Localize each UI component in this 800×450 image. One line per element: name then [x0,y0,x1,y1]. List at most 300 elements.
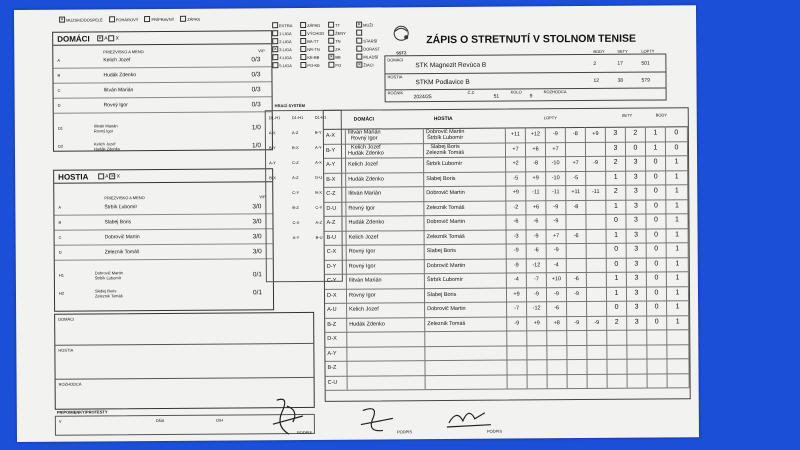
checkbox-icon [109,16,115,22]
checkbox-icon [328,30,334,36]
sets-away: 3 [626,170,646,185]
home-player [348,375,426,390]
set-4 [567,301,587,316]
league-check-label: 2.LIGA [279,38,292,44]
player-code: D [58,249,62,255]
row-line [55,228,273,231]
hostia-score: 38 [617,77,624,84]
set-5 [587,286,607,301]
rocnik-label: ROČNÍK [387,90,404,96]
checkbox-icon [328,22,334,28]
set-5 [586,141,606,156]
league-check-10 [328,38,356,44]
league-check-13 [300,46,328,52]
checkbox-icon [272,30,278,36]
sig-label-3: PODPIS [486,428,503,434]
sets-home: 1 [607,286,627,301]
player-name: Štrbík Ľubomír [104,204,138,211]
set-5 [587,330,607,345]
sets-away: 3 [627,315,647,330]
player-name: Dobrovič Martin [104,234,140,241]
top-check-label: MUZSKE/DOSPELÉ [66,16,103,23]
away-player: Dobrovič Martin [424,186,506,201]
player-name: Rovný Igor [103,102,128,109]
th-domaci: DOMÁCI [353,116,375,123]
checkbox-icon [300,62,306,68]
system-code: C-Y [315,204,323,210]
body-away: 1 [666,199,688,214]
home-player: Kelich Jozef Hudák Zdenko [346,143,424,158]
home-player: Ilitván Marián [346,186,424,201]
logo-text: SSTZ [396,50,407,56]
system-code: A-Y [314,144,322,150]
set-2: -11 [526,185,546,200]
league-check-3 [356,21,384,27]
league-check-label: 1.LIGA [279,30,292,36]
sys-code: C-Y [325,274,347,289]
player-vp: 3/0 [252,203,262,211]
league-check-label: MUŽI [363,21,373,28]
system-code: B-U [315,234,323,240]
set-1: -7 [507,301,527,316]
sets-away: 3 [627,243,647,258]
league-check-22 [328,62,356,68]
league-check-label: VÝCHOD [307,30,325,36]
set-1 [508,374,528,389]
body-home [647,358,667,373]
sets-away: 3 [626,214,646,229]
sets-home: 0 [607,257,627,272]
league-check-label: NR-TN [307,46,320,52]
sys-code: C-Z [324,187,346,202]
body-home: 0 [647,257,667,272]
sets-home: 1 [607,228,627,243]
set-4: +11 [566,185,586,200]
system-code: A-X [268,130,276,136]
th-lopty: LOPTY [543,115,557,121]
sys-code: A-Z [324,216,346,231]
player-vp: 0/3 [251,101,261,109]
sets-home: 3 [606,127,626,142]
league-check-18 [328,54,356,60]
row-line [53,66,271,69]
set-1 [507,345,527,360]
league-check-label: 4.LIGA [279,54,292,60]
sys-code: D-X [325,288,347,303]
doubles-vp: 0/1 [252,289,263,297]
sets-away: 3 [627,301,647,316]
league-check-4 [272,30,300,36]
set-5: -11 [586,185,606,200]
set-1: -5 [506,171,526,186]
doubles-code: D2 [57,143,64,149]
set-3: -6 [547,301,567,316]
home-player: Rovný Igor [347,288,425,303]
body-home: 1 [646,126,666,141]
league-check-21 [300,62,328,68]
system-code: B-Z [292,205,299,211]
set-1: -9 [507,243,527,258]
player-code: A [58,204,62,210]
signature-lines [277,428,577,436]
checkbox-icon [356,22,362,28]
hostia-team: STKM Podlavice B [415,78,470,87]
body-home [648,373,668,388]
body-home: 0 [647,242,667,257]
checkbox-icon [300,46,306,52]
player-name: Ilitván Marián [103,87,134,94]
sets-away: 3 [626,156,646,171]
checkbox-icon [300,22,306,28]
body-home: 0 [647,286,667,301]
league-check-label: 3.LIGA [279,46,292,52]
body-home: 0 [646,184,666,199]
set-1: +7 [506,142,526,157]
body-away: 1 [666,170,688,185]
sys-code: B-Z [325,317,347,332]
player-vp: 3/0 [252,218,262,226]
score-header: LOPTY [641,48,655,54]
sys-code: D-Y [325,259,347,274]
set-4: +7 [566,156,586,171]
league-check-label: DORAST [363,45,380,52]
col-header: PRIEZVISKO A MENO [104,195,145,201]
remarks-rozhodca-label: ROZHODCA [58,381,82,387]
sets-home: 2 [606,185,626,200]
sets-away [627,359,647,374]
sets-away: 3 [627,257,647,272]
set-5 [587,228,607,243]
body-home [647,344,667,359]
league-check-label: ZA [335,46,341,52]
body-home: 0 [647,271,667,286]
hostia-score: 579 [641,77,650,84]
player-vp: 0/3 [251,56,261,64]
league-check-16 [272,54,300,60]
checkbox-icon [59,17,65,23]
player-vp: 0/3 [251,86,261,94]
sets-away: 2 [626,127,646,142]
sys-code: C-U [326,375,348,390]
system-code: B-X [315,189,322,195]
body-away: 1 [667,228,689,243]
domaci-score: 17 [617,60,623,67]
checkbox-icon [356,62,362,68]
body-home: 0 [646,155,666,170]
body-away [667,329,689,344]
away-player [426,374,508,389]
system-code: A-Z [292,175,299,181]
remarks-hostia-label: HOSTIA [58,347,74,353]
body-away [667,358,689,373]
set-1: -2 [506,200,526,215]
set-2: -12 [527,301,547,316]
set-1: -4 [507,272,527,287]
th-body: BODY [655,112,668,118]
sys-code: D-U [324,201,346,216]
system-code: D1-H1 [268,115,281,121]
set-3: -9 [547,287,567,302]
sig-label-2: PODPIS [396,429,413,435]
away-player: Zeleznik Tomáš [425,229,507,244]
away-player: Dobrovič Martin [425,258,507,273]
league-check-2 [328,22,356,28]
sys-code: B-Z [325,361,347,376]
doubles-names: Ilitván Marián Rovný Igor [93,123,118,134]
checkbox-icon [356,46,362,52]
domaci-score: 2 [593,60,597,67]
player-code: C [58,234,62,240]
set-4: -6 [567,229,587,244]
top-check-2 [144,16,174,22]
row-line [54,111,272,114]
set-1 [507,359,527,374]
signature-away-icon [445,403,495,431]
set-1: +11 [506,127,526,142]
th-hostia: HOSTIA [433,115,453,123]
set-1: -9 [507,316,527,331]
set-3: -10 [546,171,566,186]
away-player: Slabej Boris [424,171,506,186]
body-away: 1 [666,184,688,199]
checkbox-icon [300,38,306,44]
body-away: 1 [666,213,688,228]
doubles-vp: 1/0 [251,124,261,132]
system-code: D1-H1 [314,114,327,120]
set-1: -9 [507,258,527,273]
checkbox-icon [356,54,362,60]
set-5: +9 [586,127,606,142]
home-player [347,360,425,375]
sets-home: 1 [607,272,627,287]
league-check-12 [272,46,300,52]
score-sheet [14,5,699,442]
player-code: C [57,87,61,93]
away-player: Dobrovič Martin [425,302,507,317]
set-3 [547,359,567,374]
sstz-logo-icon [389,23,413,56]
kolo: 9 [529,93,533,100]
league-check-label: BA-TT [307,38,319,44]
sets-home: 0 [606,214,626,229]
system-code: A-Z [315,219,322,225]
body-home: 0 [647,300,667,315]
set-3: -10 [546,156,566,171]
body-home: 0 [646,213,666,228]
league-check-19 [356,53,384,59]
kolo-label: KOLO [510,89,522,95]
set-3: -9 [546,200,566,215]
home-player [347,331,425,346]
set-2: -6 [527,243,547,258]
league-check-label: BB [335,54,341,60]
set-2: -8 [526,156,546,171]
top-check-label: PRÍPRAVNÝ [151,16,175,22]
player-vp: 3/0 [252,248,262,256]
doubles-code: H2 [58,290,65,296]
league-check-label: TN [335,38,341,44]
away-player: Slabej Boris [425,244,507,259]
domaci-team: STK Magnezit Revúca B [415,61,487,70]
field-dna: DŇA [155,417,165,424]
hostia-label: HOSTIA [387,74,403,80]
col-header: PRIEZVISKO A MENO [103,49,144,55]
home-player: Hudák Zdenko [346,172,424,187]
set-5 [587,272,607,287]
body-home: 1 [646,141,666,156]
league-check-label: ŽIACI [363,61,374,68]
set-5 [586,170,606,185]
body-away: 1 [667,257,689,272]
checkbox-icon [328,62,334,68]
system-code: A-Z [291,130,299,136]
player-name: Kelich Jozef [103,57,131,64]
checkbox-icon [272,46,278,52]
set-4 [566,214,586,229]
away-player [425,360,507,375]
home-player: Hudák Zdenko [347,317,425,332]
system-code: D-U [315,174,323,180]
row-line [55,243,273,246]
player-vp: 0/3 [251,71,261,79]
league-check-label: EXTRA [279,22,293,28]
set-3: -9 [546,214,566,229]
set-1: +9 [507,287,527,302]
set-5 [587,257,607,272]
body-away: 1 [667,271,689,286]
away-player: Zeleznik Tomáš [424,200,506,215]
system-code: A-X [315,159,322,165]
set-1: +9 [506,185,526,200]
doubles-names: Slabej Boris Zeleznik Tomáš [94,288,123,299]
system-code: B-Y [314,129,322,135]
top-check-label: POHÁROVÝ [115,16,139,22]
system-code: A-Y [269,160,276,166]
set-5 [586,214,606,229]
domaci-score: 501 [641,60,650,67]
league-check-label: KE-BB [307,54,320,60]
domaci-box-title: DOMÁCI [57,34,90,44]
player-name: Slabej Boris [104,219,132,226]
sets-away: 3 [626,199,646,214]
domaci-ab: ✕ A X [97,35,119,41]
league-check-5 [300,30,328,36]
set-2: +9 [527,316,547,331]
vp-header: V/P [259,194,266,200]
sys-code: B-X [324,172,346,187]
checkbox-icon [272,22,278,28]
set-4 [568,374,588,389]
set-2 [527,345,547,360]
set-5 [587,243,607,258]
sets-home [607,330,627,345]
body-home: 0 [646,170,666,185]
sets-home: 1 [606,170,626,185]
body-home: 0 [646,199,666,214]
set-5 [588,373,608,388]
set-5: -9 [587,315,607,330]
sets-home: 3 [606,141,626,156]
checkbox-icon [328,54,334,60]
checkbox-icon [328,46,334,52]
set-2: +6 [526,142,546,157]
player-name: Hudák Zdenko [103,72,137,79]
set-4: -9 [567,316,587,331]
set-2: -9 [527,229,547,244]
hostia-box [53,168,274,312]
league-check-7 [356,29,384,35]
row-line [54,213,272,216]
checkbox-icon [328,38,334,44]
league-check-label: MLADŠÍ [363,53,379,60]
page-title: ZÁPIS O STRETNUTÍ V STOLNOM TENISE [426,32,637,47]
top-check-1 [109,16,139,22]
set-1: -3 [507,229,527,244]
home-player: Kelich Jozef [346,157,424,172]
sets-away: 3 [627,286,647,301]
sets-home: 2 [606,156,626,171]
vp-header: V/P [258,48,265,54]
sys-code: B-Y [324,143,346,158]
set-2 [527,359,547,374]
set-4: -5 [566,171,586,186]
sets-away: 3 [627,228,647,243]
league-check-label: TT [335,22,341,28]
top-checks [59,16,200,23]
top-check-label: ZÁPAS [187,16,201,22]
score-header: BODY [593,48,605,54]
set-4: -6 [567,272,587,287]
body-away: 1 [667,315,689,330]
set-1 [507,330,527,345]
checkbox-icon [272,54,278,60]
set-3 [547,330,567,345]
checkbox-icon [144,16,150,22]
body-away: 1 [667,242,689,257]
set-3: -11 [546,185,566,200]
set-4 [567,258,587,273]
sys-code: A-X [324,129,346,144]
player-name: Zeleznik Tomáš [104,249,140,256]
set-5 [587,344,607,359]
sets-home [607,344,627,359]
set-3: -4 [547,258,567,273]
league-check-0 [272,22,300,28]
system-code: C-Z [292,160,299,166]
player-vp: 3/0 [252,233,262,241]
remarks-domaci-label: DOMÁCI [58,316,75,322]
system-code: D1-H1 [291,114,304,121]
hostia-ab: A ✕X [98,173,120,179]
th-sety: SETY [621,112,633,118]
sets-away: 3 [626,185,646,200]
set-4 [567,359,587,374]
away-player [425,331,507,346]
hraci-system-label: HRACÍ SYSTÉM [274,102,305,109]
body-home: 0 [647,315,667,330]
league-check-label: PO [335,62,342,68]
body-away: 1 [667,300,689,315]
body-away: 0 [666,141,688,156]
set-3: -9 [546,127,566,142]
away-player: Štrbík Ľubomír [425,273,507,288]
system-code: B-X [269,175,276,181]
body-away: 0 [666,126,688,141]
sets-home [607,359,627,374]
sys-code: C-X [325,245,347,260]
league-check-23 [356,61,384,67]
sets-home [608,373,628,388]
